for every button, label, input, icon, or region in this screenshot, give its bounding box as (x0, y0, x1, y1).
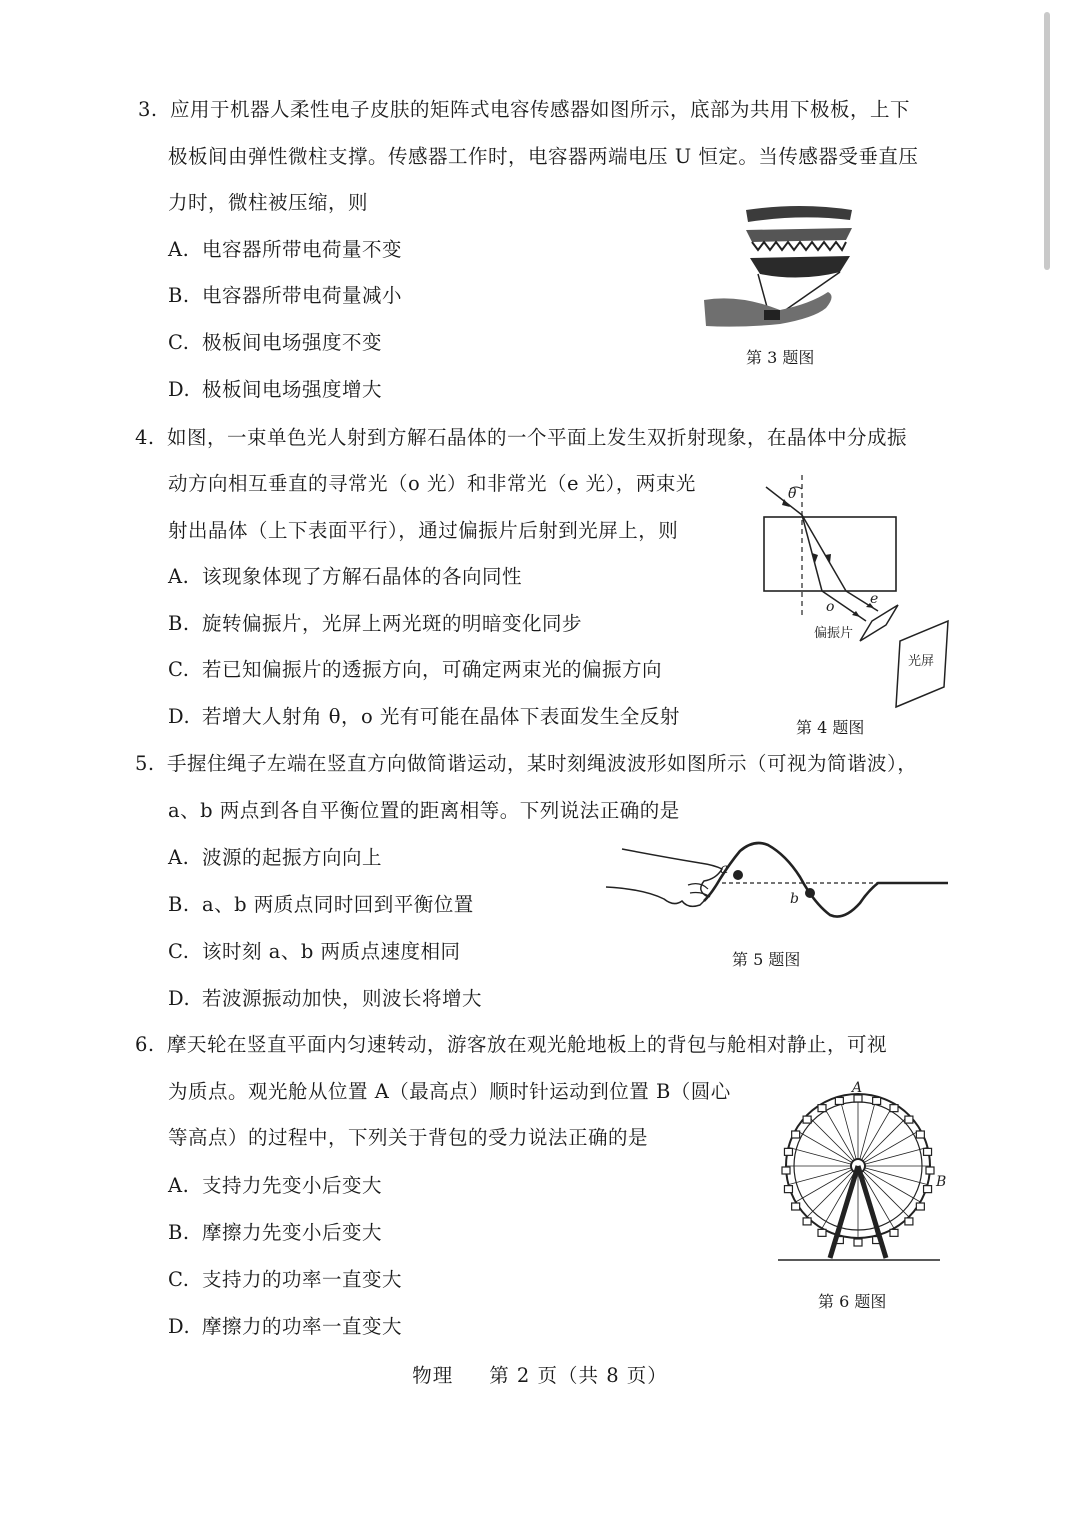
q5-option-a: A. 波源的起振方向向上 (168, 846, 383, 869)
position-b-label: B (936, 1174, 947, 1190)
q6-figure-ferris-wheel (772, 1082, 952, 1272)
q5-figure-rope-wave (604, 835, 950, 935)
q4-figure-caption: 第 4 题图 (796, 718, 865, 737)
q6-figure-caption: 第 6 题图 (818, 1292, 887, 1311)
wheel-cabin (873, 1097, 881, 1104)
wheel-cabin (803, 1116, 811, 1123)
wheel-cabin (792, 1203, 800, 1210)
wheel-spoke (858, 1104, 894, 1166)
q5-option-d: D. 若波源振动加快，则波长将增大 (168, 987, 483, 1010)
wheel-cabin (818, 1229, 826, 1236)
wheel-cabin (835, 1097, 843, 1104)
q5-figure-caption: 第 5 题图 (732, 950, 801, 969)
position-a-label: A (852, 1080, 863, 1096)
q4-stem-line-3: 射出晶体（上下表面平行），通过偏振片后射到光屏上，则 (168, 519, 679, 542)
crystal (764, 517, 896, 591)
wheel-spoke (788, 1166, 858, 1185)
q3-figure-sensor (700, 200, 860, 340)
wheel-spoke (788, 1147, 858, 1166)
wheel-spoke (858, 1130, 920, 1166)
q6-stem-line-1: 6. 摩天轮在竖直平面内匀速转动，游客放在观光舱地板上的背包与舱相对静止，可视 (135, 1031, 887, 1059)
wheel-cabin (784, 1186, 792, 1193)
wheel-cabin (926, 1167, 934, 1174)
point-a (733, 870, 743, 880)
q4-stem-line-2: 动方向相互垂直的寻常光（o 光）和非常光（e 光），两束光 (168, 472, 696, 495)
wheel-spoke (839, 1096, 858, 1166)
q6-option-c: C. 支持力的功率一直变大 (168, 1268, 403, 1291)
wheel-spoke (807, 1115, 858, 1166)
wheel-cabin (818, 1105, 826, 1112)
wheel-cabin (854, 1239, 862, 1246)
q3-option-a: A. 电容器所带电荷量不变 (168, 238, 403, 261)
polarizer-label: 偏振片 (814, 626, 854, 641)
wheel-cabin (792, 1131, 800, 1138)
wheel-cabin (803, 1218, 811, 1225)
q5-stem-line-2: a、b 两点到各自平衡位置的距离相等。下列说法正确的是 (168, 799, 680, 822)
q4-stem-line-1: 4. 如图，一束单色光人射到方解石晶体的一个平面上发生双折射现象，在晶体中分成振 (135, 424, 907, 452)
wheel-cabin (782, 1167, 790, 1174)
hand (606, 849, 722, 906)
q5-number: 5. (135, 752, 155, 775)
q4-figure-birefringence (760, 475, 960, 715)
q3-option-b: B. 电容器所带电荷量减小 (168, 284, 403, 307)
wheel-cabin (905, 1116, 913, 1123)
q5-option-c: C. 该时刻 a、b 两质点速度相同 (168, 940, 461, 963)
e-ray-label: e (870, 591, 879, 607)
q5-option-b: B. a、b 两质点同时回到平衡位置 (168, 893, 474, 916)
q4-option-b: B. 旋转偏振片，光屏上两光斑的明暗变化同步 (168, 612, 583, 635)
wheel-spoke (858, 1147, 928, 1166)
q6-option-a: A. 支持力先变小后变大 (168, 1174, 383, 1197)
q6-number: 6. (135, 1033, 155, 1056)
wheel-spoke (858, 1096, 877, 1166)
q4-option-c: C. 若已知偏振片的透振方向，可确定两束光的偏振方向 (168, 658, 663, 681)
q3-stem-line-2: 极板间由弹性微柱支撑。传感器工作时，电容器两端电压 U 恒定。当传感器受垂直压 (168, 145, 919, 168)
q3-figure-caption: 第 3 题图 (746, 348, 815, 367)
wheel-spoke (858, 1115, 909, 1166)
wheel-cabin (916, 1131, 924, 1138)
wheel-cabin (890, 1105, 898, 1112)
q3-number: 3. (138, 98, 158, 121)
polarizer (860, 605, 898, 641)
q6-stem-line-3: 等高点）的过程中，下列关于背包的受力说法正确的是 (168, 1126, 649, 1149)
wheel-cabin (905, 1218, 913, 1225)
q5-stem-line-1: 5. 手握住绳子左端在竖直方向做简谐运动，某时刻绳波波形如图所示（可视为简谐波）， (135, 750, 917, 778)
wheel-spoke (796, 1130, 858, 1166)
q6-option-d: D. 摩擦力的功率一直变大 (168, 1315, 403, 1338)
o-ray-label: o (826, 599, 835, 615)
footer-page-number: 第 2 页（共 8 页） (489, 1364, 668, 1387)
scrollbar[interactable] (1044, 12, 1050, 270)
wheel-cabin (784, 1148, 792, 1155)
q3-stem-line-1: 3. 应用于机器人柔性电子皮肤的矩阵式电容传感器如图所示，底部为共用下极板，上下 (138, 96, 910, 124)
q6-option-b: B. 摩擦力先变小后变大 (168, 1221, 383, 1244)
wheel-spoke (822, 1104, 858, 1166)
q3-stem-line-3: 力时，微柱被压缩，则 (168, 191, 369, 214)
screen-label: 光屏 (908, 654, 935, 669)
q3-option-d: D. 极板间电场强度增大 (168, 378, 383, 401)
point-a-label: a (720, 861, 729, 877)
footer-subject: 物理 (412, 1364, 454, 1387)
wheel-cabin (854, 1095, 862, 1102)
wheel-cabin (916, 1203, 924, 1210)
page-footer (0, 1360, 1080, 1388)
rope (704, 843, 948, 917)
q3-option-c: C. 极板间电场强度不变 (168, 331, 383, 354)
wheel-cabin (924, 1186, 932, 1193)
point-b (805, 888, 815, 898)
point-b-label: b (790, 891, 799, 907)
theta-label: θ (788, 486, 797, 502)
q4-number: 4. (135, 426, 155, 449)
q4-option-a: A. 该现象体现了方解石晶体的各向同性 (168, 565, 523, 588)
wheel-cabin (890, 1229, 898, 1236)
wheel-spoke (858, 1166, 928, 1185)
q4-option-d: D. 若增大人射角 θ，o 光有可能在晶体下表面发生全反射 (168, 705, 680, 728)
wheel-cabin (924, 1148, 932, 1155)
q6-stem-line-2: 为质点。观光舱从位置 A（最高点）顺时针运动到位置 B（圆心 (168, 1080, 731, 1103)
